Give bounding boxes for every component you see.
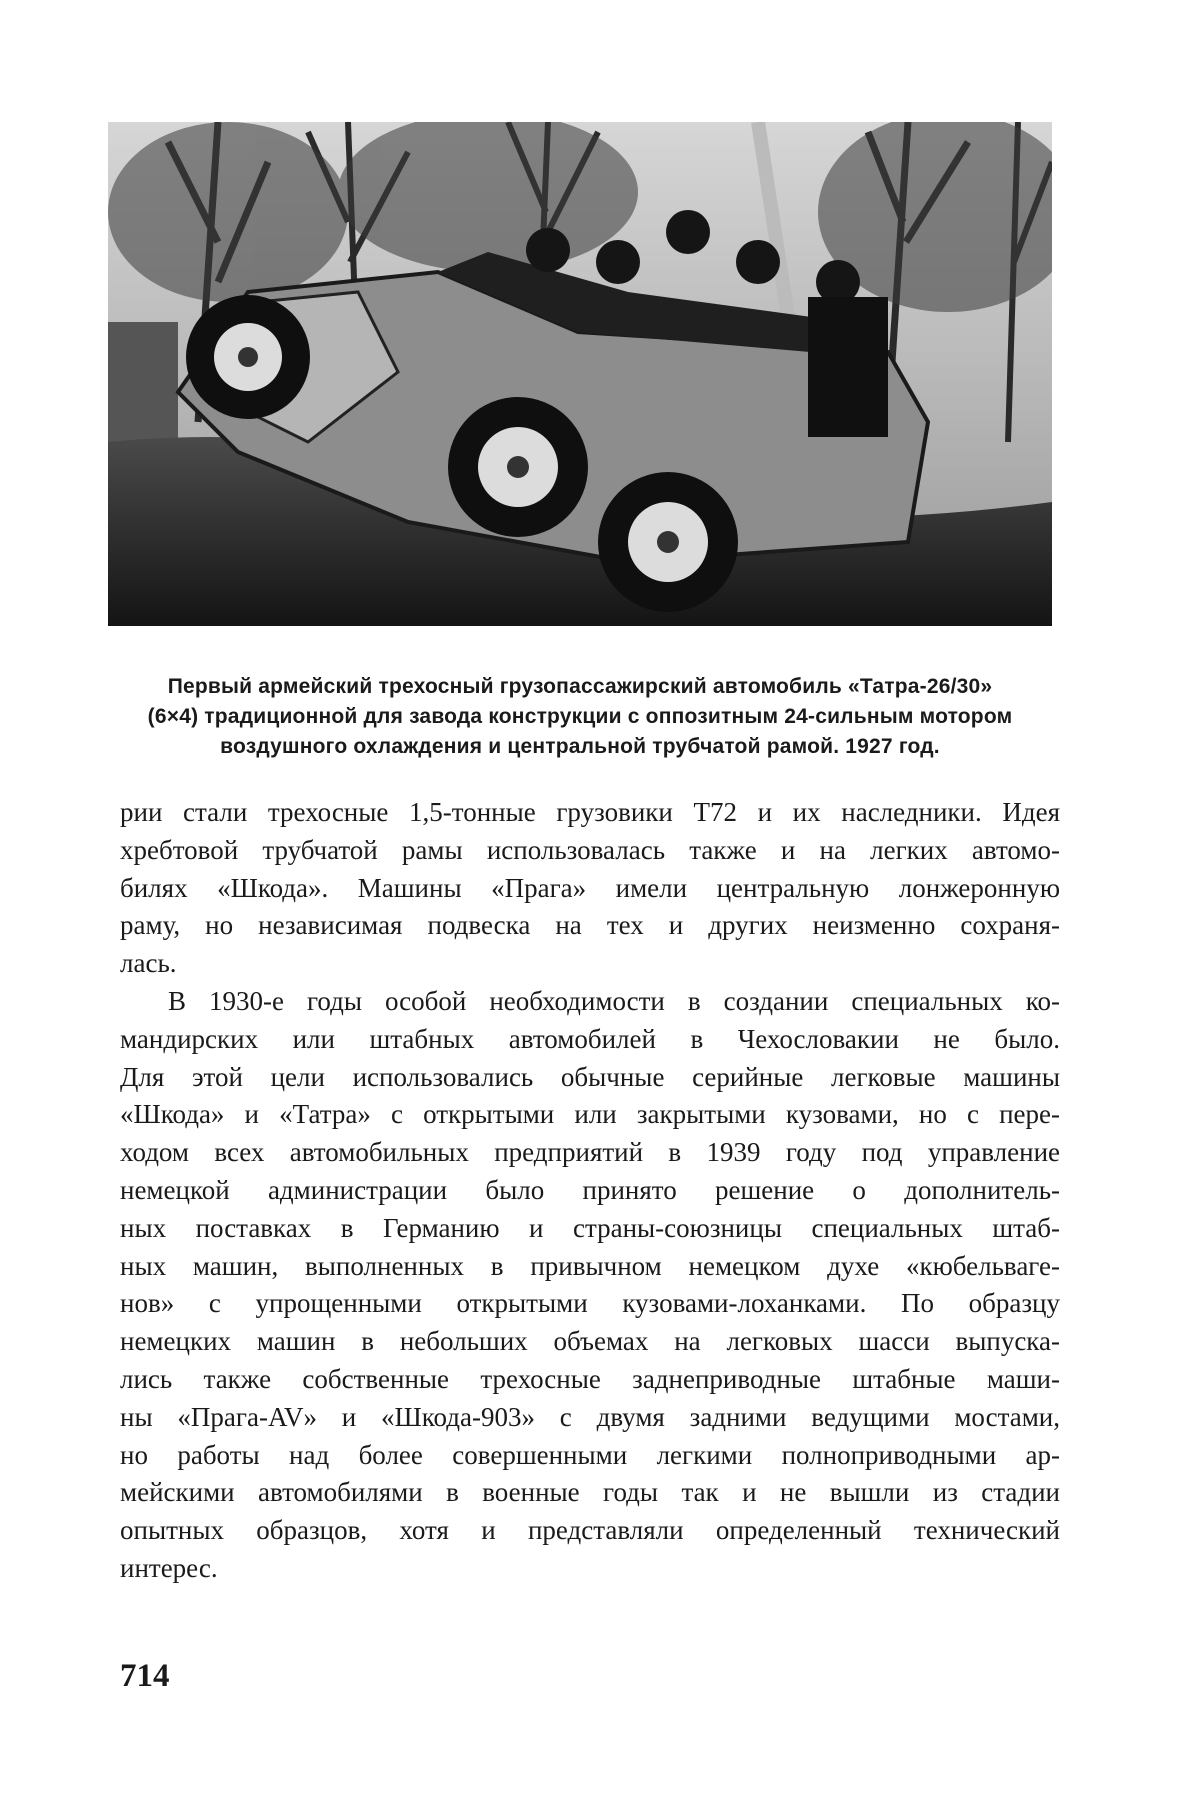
text-line: интерес. [120, 1552, 218, 1583]
text-line: лась. [120, 948, 177, 979]
text-line: «Шкода» и «Татра» с открытыми или закрытыми кузовами, но с пере- [120, 1099, 1060, 1130]
text-line: нов» с упрощенными открытыми кузовами-лоханками. По образцу [120, 1288, 1060, 1319]
text-line: но работы над более совершенными легкими полноприводными ар- [120, 1439, 1060, 1470]
caption-line: Первый армейский трехосный грузопассажирский автомобиль «Татра-26/30» [167, 675, 993, 698]
text-line: немецких машин в небольших объемах на легковых шасси выпуска- [120, 1326, 1060, 1357]
text-line: В 1930-е годы особой необходимости в создании специальных ко- [168, 985, 1060, 1016]
text-line: хребтовой трубчатой рамы использовалась также и на легких автомо- [120, 834, 1060, 865]
text-line: опытных образцов, хотя и представляли определенный технический [120, 1515, 1060, 1546]
text-line: Для этой цели использовались обычные серийные легковые машины [120, 1061, 1060, 1092]
text-line: ходом всех автомобильных предприятий в 1939 году под управление [120, 1137, 1060, 1168]
page-number: 714 [120, 1658, 170, 1694]
text-line: ных машин, выполненных в привычном немецком духе «кюбельваге- [120, 1250, 1060, 1281]
text-line: билях «Шкода». Машины «Прага» имели центральную лонжеронную [120, 872, 1060, 903]
text-line: ных поставках в Германию и страны-союзницы специальных штаб- [120, 1212, 1060, 1243]
caption-line: воздушного охлаждения и центральной трубчатой рамой. 1927 год. [220, 735, 940, 758]
body-text [120, 794, 1060, 1588]
text-line: раму, но независимая подвеска на тех и других неизменно сохраня- [120, 910, 1060, 941]
text-line: мейскими автомобилями в военные годы так и не вышли из стадии [120, 1477, 1060, 1508]
text-line: немецкой администрации было принято решение о дополнитель- [120, 1174, 1060, 1205]
text-line: лись также собственные трехосные заднеприводные штабные маши- [120, 1363, 1060, 1394]
caption-line: (6×4) традиционной для завода конструкции с оппозитным 24-сильным мотором [147, 705, 1013, 728]
photo-caption [108, 672, 1052, 762]
text-line: ны «Прага-AV» и «Шкода-903» с двумя задними ведущими мостами, [120, 1401, 1060, 1432]
text-line: рии стали трехосные 1,5-тонные грузовики Т72 и их наследники. Идея [120, 797, 1060, 827]
tatra-truck-photo [108, 122, 1052, 626]
text-line: мандирских или штабных автомобилей в Чехословакии не было. [120, 1023, 1060, 1054]
